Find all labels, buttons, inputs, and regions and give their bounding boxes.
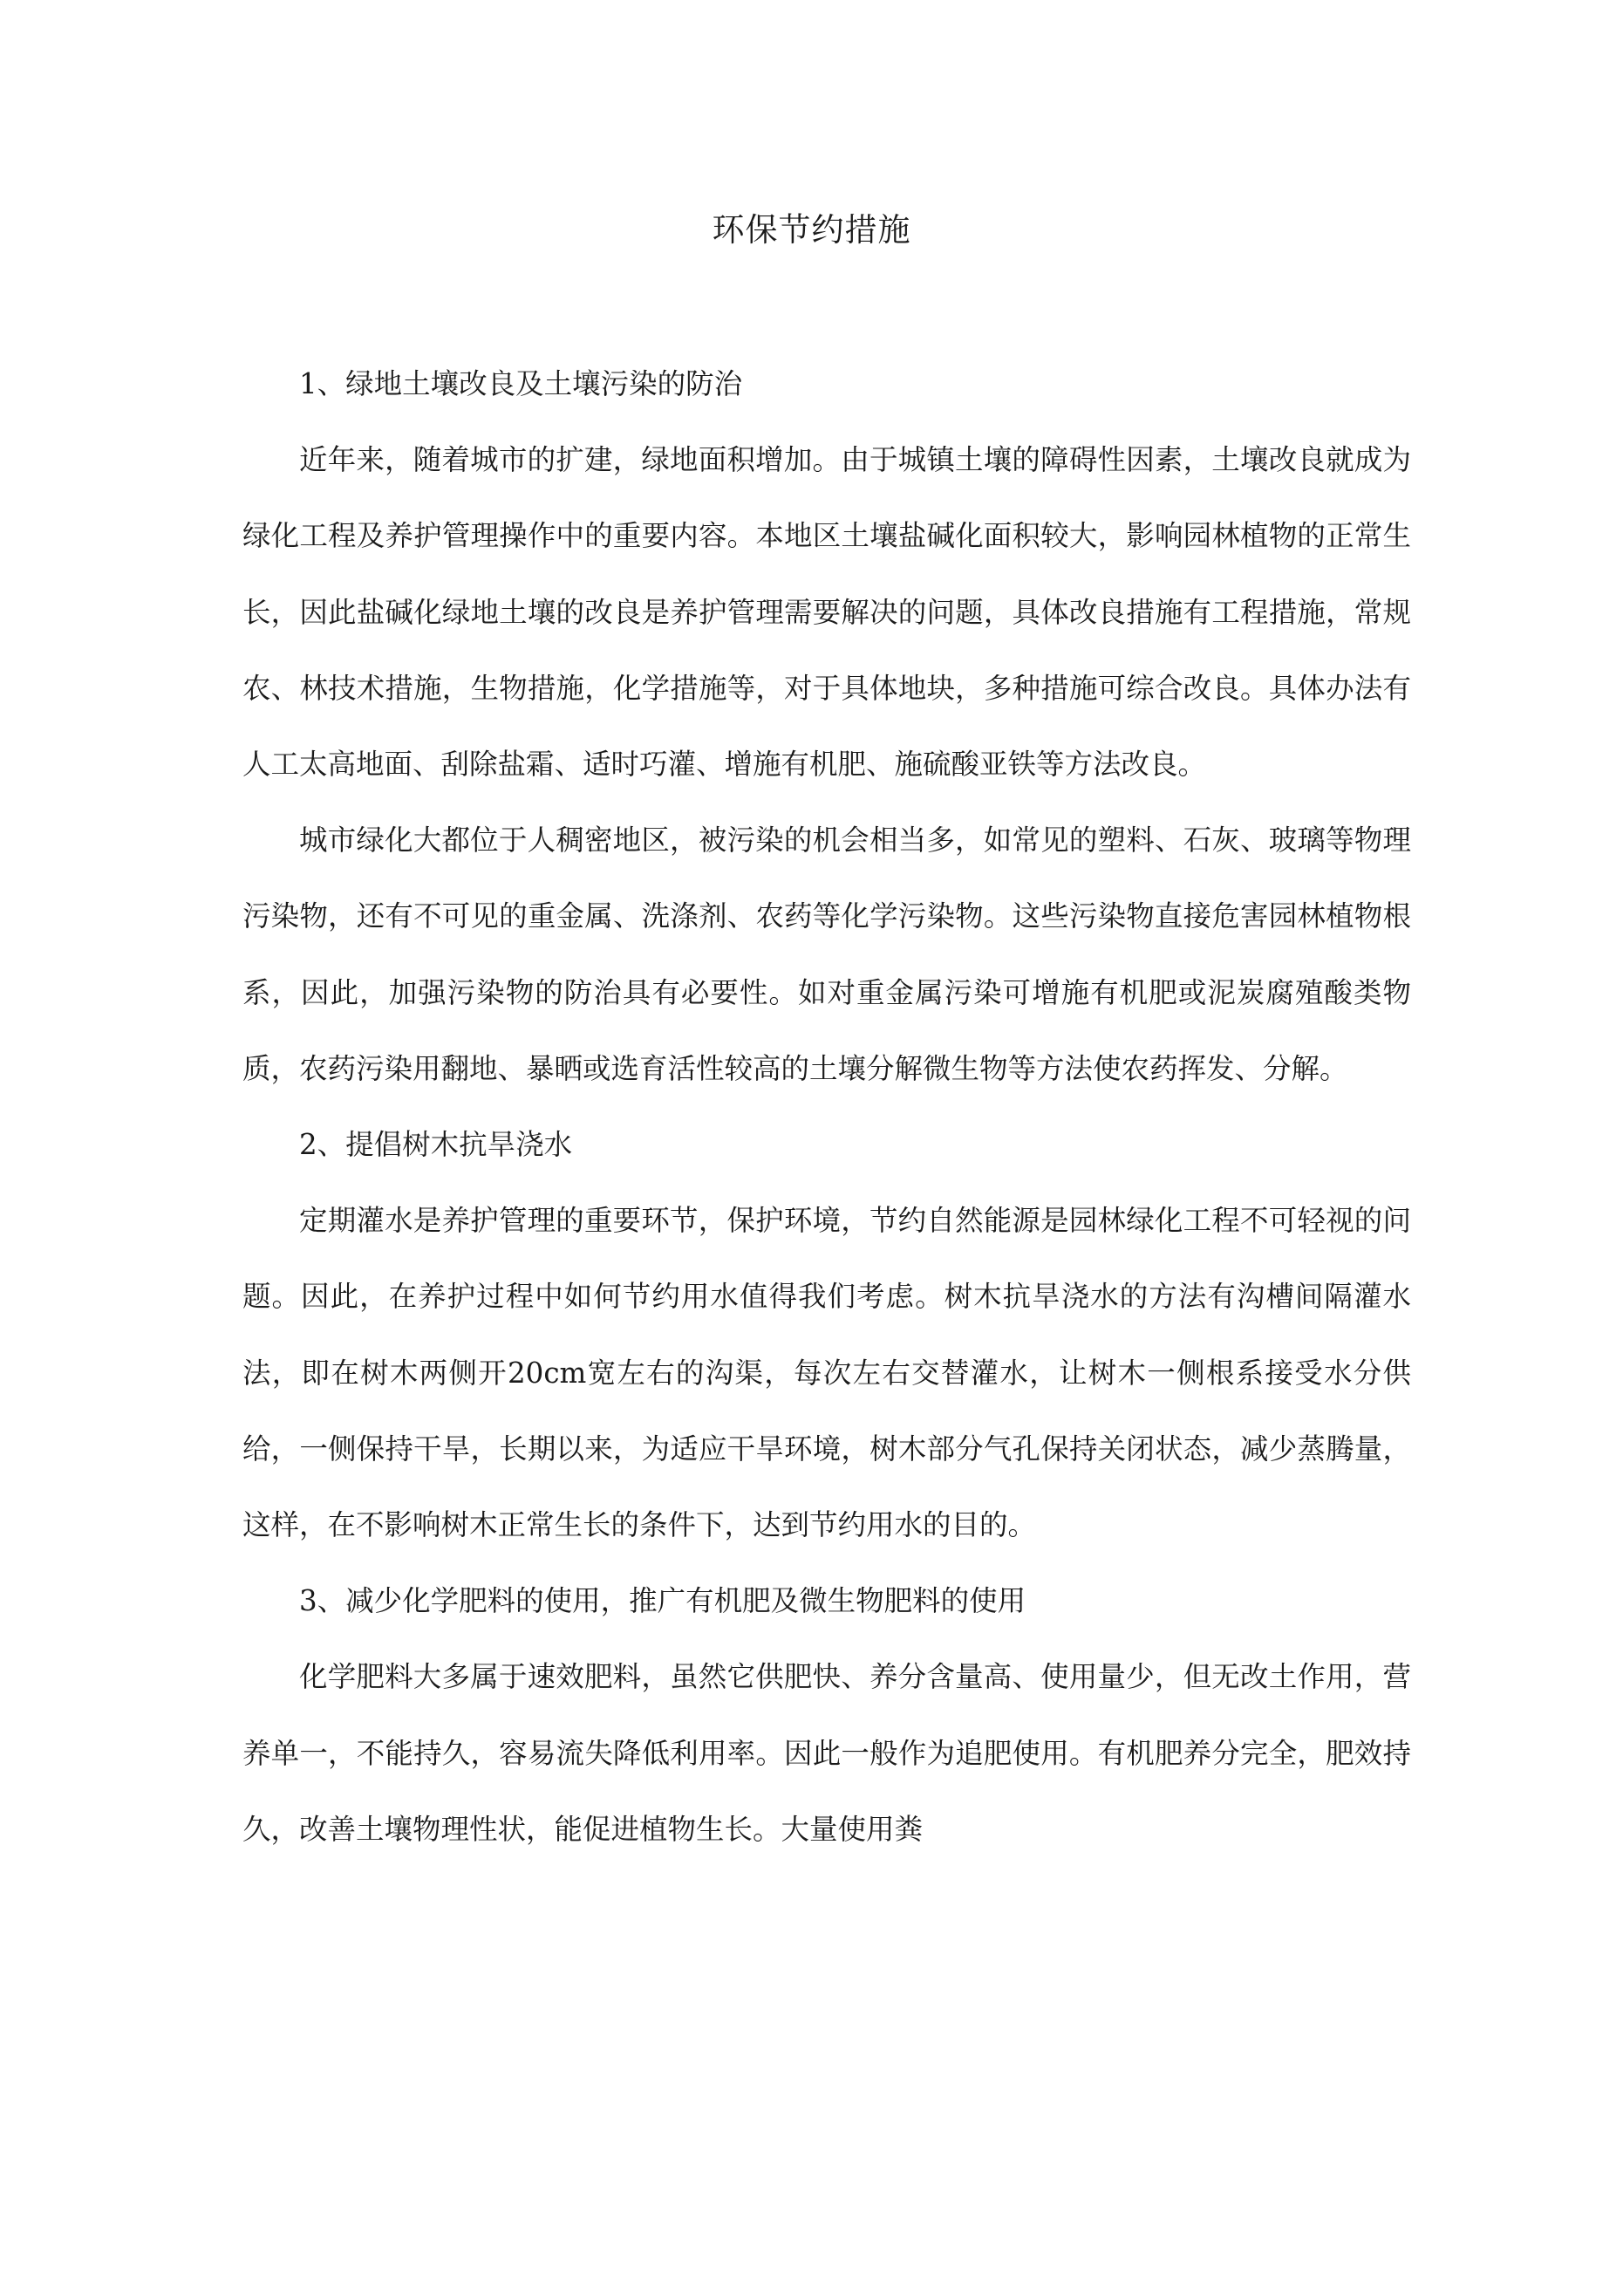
paragraph-drought-watering: 定期灌水是养护管理的重要环节，保护环境，节约自然能源是园林绿化工程不可轻视的问题。因此，在养护过程中如何节约用水值得我们考虑。树木抗旱浇水的方法有沟槽间隔灌水法，即在树木两侧开20cm宽左右的沟渠，每次左右交替灌水，让树木一侧根系接受水分供给，一侧保持干旱，长期以来，为适应干旱环境，树木部分气孔保持关闭状态，减少蒸腾量，这样，在不影响树木正常生长的条件下，达到节约用水的目的。	[242, 1204, 1411, 1542]
paragraph-soil-improvement: 近年来，随着城市的扩建，绿地面积增加。由于城镇土壤的障碍性因素，土壤改良就成为绿化工程及养护管理操作中的重要内容。本地区土壤盐碱化面积较大，影响园林植物的正常生长，因此盐碱化绿地土壤的改良是养护管理需要解决的问题，具体改良措施有工程措施，常规农、林技术措施，生物措施，化学措施等，对于具体地块，多种措施可综合改良。具体办法有人工太高地面、刮除盐霜、适时巧灌、增施有机肥、施硫酸亚铁等方法改良。	[242, 443, 1411, 782]
section-heading-3: 3、减少化学肥料的使用，推广有机肥及微生物肥料的使用	[299, 1584, 1026, 1618]
paragraph-fertilizer: 化学肥料大多属于速效肥料，虽然它供肥快、养分含量高、使用量少，但无改土作用，营养单一，不能持久，容易流失降低利用率。因此一般作为追肥使用。有机肥养分完全，肥效持久，改善土壤物理性状，能促进植物生长。大量使用粪	[242, 1660, 1411, 1846]
section-heading-1: 1、绿地土壤改良及土壤污染的防治	[299, 367, 743, 400]
document-body	[242, 346, 1411, 1868]
document-title: 环保节约措施	[712, 211, 911, 249]
paragraph-soil-pollution: 城市绿化大都位于人稠密地区，被污染的机会相当多，如常见的塑料、石灰、玻璃等物理污染物，还有不可见的重金属、洗涤剂、农药等化学污染物。这些污染物直接危害园林植物根系，因此，加强污染物的防治具有必要性。如对重金属污染可增施有机肥或泥炭腐殖酸类物质，农药污染用翻地、暴晒或选育活性较高的土壤分解微生物等方法使农药挥发、分解。	[242, 823, 1411, 1085]
section-heading-2: 2、提倡树木抗旱浇水	[299, 1128, 573, 1162]
